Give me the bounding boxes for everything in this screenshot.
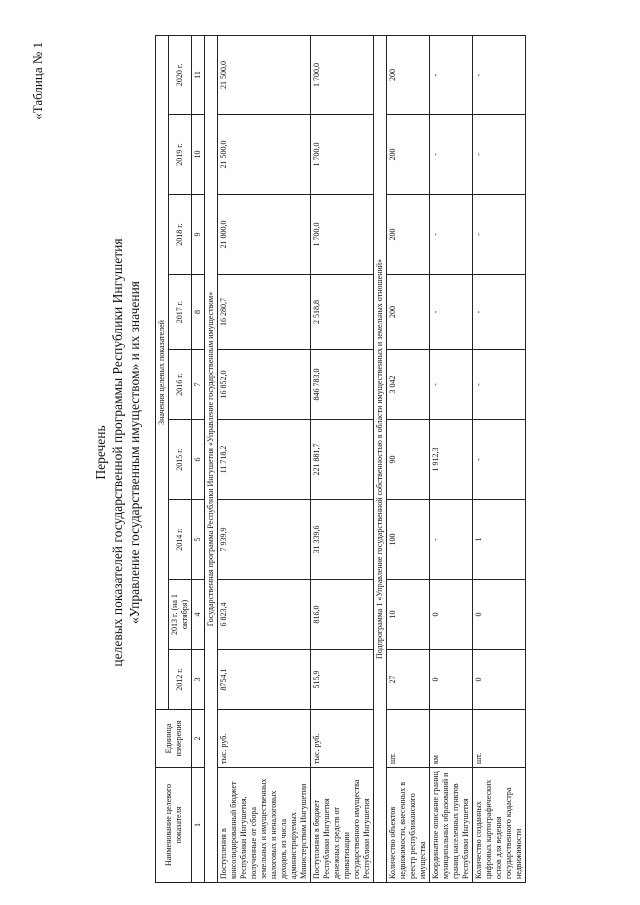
indicator-name: Количество созданных цифровых картографических основ для ведения государственного кадастра недвижимости (473, 768, 526, 883)
column-number: 5 (192, 500, 205, 580)
indicator-value: - (430, 195, 473, 275)
year-header: 2015 г. (169, 420, 192, 500)
year-header: 2020 г. (169, 35, 192, 114)
indicator-value: 27 (387, 650, 430, 710)
indicator-unit: шт. (387, 710, 430, 768)
table-row (473, 35, 526, 882)
indicator-value: 10 (387, 580, 430, 650)
year-header: 2014 г. (169, 500, 192, 580)
indicator-value: - (430, 115, 473, 195)
indicator-value: 200 (387, 35, 430, 114)
table-row (311, 35, 374, 882)
indicator-value: 31 339,6 (311, 500, 374, 580)
indicator-value: 1 912,3 (430, 420, 473, 500)
indicator-value: 846 783,0 (311, 350, 374, 420)
document-title (92, 0, 143, 905)
indicator-value: 21 000,0 (218, 195, 311, 275)
column-number: 4 (192, 580, 205, 650)
indicator-value: - (430, 500, 473, 580)
indicator-value: 0 (430, 650, 473, 710)
indicator-unit: км (430, 710, 473, 768)
indicator-value: 0 (473, 580, 526, 650)
header-name: Наименование целевого показателя (156, 768, 192, 883)
indicator-value: 11 718,2 (218, 420, 311, 500)
indicator-value: 3 042 (387, 350, 430, 420)
program-section-row (205, 35, 218, 882)
column-number: 10 (192, 115, 205, 195)
indicator-value: 1 700,0 (311, 195, 374, 275)
title-line-1: Перечень (93, 425, 108, 480)
indicator-value: 2 518,8 (311, 275, 374, 350)
year-header: 2017 г. (169, 275, 192, 350)
indicator-value: 1 700,0 (311, 35, 374, 114)
indicator-value: 100 (387, 500, 430, 580)
indicator-value: - (473, 350, 526, 420)
column-number: 9 (192, 195, 205, 275)
indicator-value: 0 (473, 650, 526, 710)
column-number: 8 (192, 275, 205, 350)
indicator-value: - (473, 275, 526, 350)
column-number: 2 (192, 710, 205, 768)
indicator-value: 1 (473, 500, 526, 580)
indicator-value: - (430, 275, 473, 350)
indicator-value: 7 939,9 (218, 500, 311, 580)
header-row (156, 35, 169, 882)
indicator-unit: тыс. руб. (311, 710, 374, 768)
indicator-value: 1 700,0 (311, 115, 374, 195)
table-row (387, 35, 430, 882)
year-header: 2018 г. (169, 195, 192, 275)
indicator-name: Поступления в бюджет Республики Ингушетия денежных средств от приватизации государственного имущества Республики Ингушетия (311, 768, 374, 883)
indicator-value: 16 852,0 (218, 350, 311, 420)
subprogram-section-label: Подпрограмма 1 «Управление государственной собственностью в области имущественных и земельных отношений» (374, 35, 387, 882)
year-header: 2013 г. (на 1 октября) (169, 580, 192, 650)
indicator-value: 90 (387, 420, 430, 500)
table-number-label: «Таблица № 1 (30, 42, 45, 120)
program-section-label: Государственная программа Республики Ингушетия «Управление государственным имуществом» (205, 35, 218, 882)
year-header: 2019 г. (169, 115, 192, 195)
indicator-name: Поступления в консолидированный бюджет Республики Ингушетия, полученные от сбора земельных и имущественных налоговых и неналоговых доходов, из числа администрируемых Министерством Ингушетии (218, 768, 311, 883)
indicator-value: - (473, 420, 526, 500)
indicator-unit: тыс. руб. (218, 710, 311, 768)
table-row (218, 35, 311, 882)
indicator-name: Количество объектов недвижимости, внесенных в реестр республиканского имущества (387, 768, 430, 883)
header-values: Значения целевых показателей (156, 35, 169, 709)
header-unit: Единица измерения (156, 710, 192, 768)
indicator-value: 16 280,7 (218, 275, 311, 350)
year-header: 2016 г. (169, 350, 192, 420)
indicator-value: - (430, 35, 473, 114)
column-number: 3 (192, 650, 205, 710)
indicator-value: 221 881,7 (311, 420, 374, 500)
column-number: 1 (192, 768, 205, 883)
indicator-value: - (473, 115, 526, 195)
indicator-value: 816,0 (311, 580, 374, 650)
subprogram-section-row (374, 35, 387, 882)
column-number: 6 (192, 420, 205, 500)
table-row (430, 35, 473, 882)
indicator-value: 200 (387, 195, 430, 275)
indicator-value: 21 500,0 (218, 35, 311, 114)
indicator-name: Координатное описание границ муниципальных образований и границ населенных пунктов Республики Ингушетия (430, 768, 473, 883)
indicator-value: 0 (430, 580, 473, 650)
indicator-unit: шт. (473, 710, 526, 768)
indicator-value: 515,9 (311, 650, 374, 710)
indicators-table (155, 35, 526, 883)
column-numbers-row (192, 35, 205, 882)
column-number: 11 (192, 35, 205, 114)
title-line-2: целевых показателей государственной программы Республики Ингушетия (110, 238, 125, 667)
indicator-value: - (473, 195, 526, 275)
year-header: 2012 г. (169, 650, 192, 710)
column-number: 7 (192, 350, 205, 420)
title-line-3: «Управление государственным имуществом» и их значения (127, 280, 142, 625)
indicator-value: - (473, 35, 526, 114)
indicator-value: 6 823,4 (218, 580, 311, 650)
indicator-value: 200 (387, 115, 430, 195)
indicator-value: 8754,1 (218, 650, 311, 710)
indicator-value: - (430, 350, 473, 420)
indicator-value: 21 500,0 (218, 115, 311, 195)
indicator-value: 200 (387, 275, 430, 350)
